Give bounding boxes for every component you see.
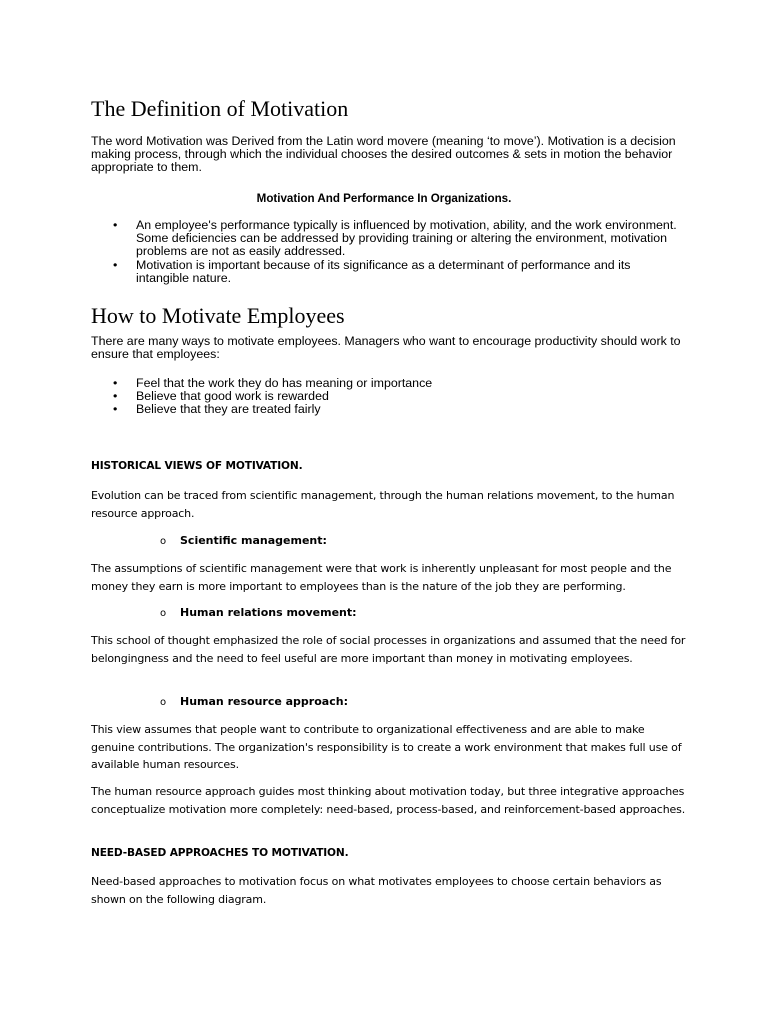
list-item: • Believe that they are treated fairly <box>91 403 681 416</box>
circle-bullet-icon: o <box>160 697 167 708</box>
need-based-heading: NEED-BASED APPROACHES TO MOTIVATION. <box>91 847 349 859</box>
section-title-definition: The Definition of Motivation <box>91 96 349 121</box>
subsection-human-resource <box>160 693 348 711</box>
scientific-management-paragraph: The assumptions of scientific management were that work is inherently unpleasant for most people and the money they earn is more important to employees than is the nature of the job they are performing. <box>91 562 672 593</box>
circle-bullet-icon: o <box>160 536 167 547</box>
list-item: • Believe that good work is rewarded <box>91 390 681 403</box>
definition-paragraph: The word Motivation was Derived from the Latin word movere (meaning ‘to move’). Motivation is a decision making process, through which the individual chooses the desired outcomes & sets in motion the behavior appropriate to them. <box>91 134 676 175</box>
performance-bullet-list <box>91 219 681 285</box>
human-resource-paragraph: This view assumes that people want to contribute to organizational effectiveness and are able to make genuine contributions. The organization's responsibility is to create a work environment that makes full use of available human resources. <box>91 723 682 771</box>
employee-needs-bullet-list <box>91 377 681 417</box>
historical-views-paragraph: Evolution can be traced from scientific management, through the human relations movement, to the human resource approach. <box>91 489 675 520</box>
need-based-paragraph: Need-based approaches to motivation focus on what motivates employees to choose certain behaviors as shown on the following diagram. <box>91 875 662 906</box>
subsection-title: Human relations movement: <box>180 606 357 619</box>
integrative-approaches-paragraph: The human resource approach guides most thinking about motivation today, but three integrative approaches conceptualize motivation more completely: need-based, process-based, and reinforcement-based approaches. <box>91 785 686 816</box>
subsection-title: Scientific management: <box>180 534 327 547</box>
list-item: • An employee's performance typically is influenced by motivation, ability, and the work environment. Some deficiencies can be addressed by providing training or altering the environment, motivation problems are not as easily addressed. <box>91 219 681 259</box>
list-item: • Motivation is important because of its significance as a determinant of performance and its intangible nature. <box>91 259 681 285</box>
subsection-scientific-management <box>160 532 327 550</box>
historical-views-heading: HISTORICAL VIEWS OF MOTIVATION. <box>91 460 303 472</box>
list-item: • Feel that the work they do has meaning or importance <box>91 377 681 390</box>
performance-subheading: Motivation And Performance In Organizations. <box>256 192 512 205</box>
subsection-title: Human resource approach: <box>180 695 348 708</box>
section-title-how-to-motivate: How to Motivate Employees <box>91 303 345 328</box>
subsection-human-relations <box>160 604 357 622</box>
how-to-motivate-paragraph: There are many ways to motivate employees. Managers who want to encourage productivity should work to ensure that employees: <box>91 334 681 362</box>
human-relations-paragraph: This school of thought emphasized the role of social processes in organizations and assumed that the need for belongingness and the need to feel useful are more important than money in motivating employees. <box>91 634 686 665</box>
circle-bullet-icon: o <box>160 608 167 619</box>
